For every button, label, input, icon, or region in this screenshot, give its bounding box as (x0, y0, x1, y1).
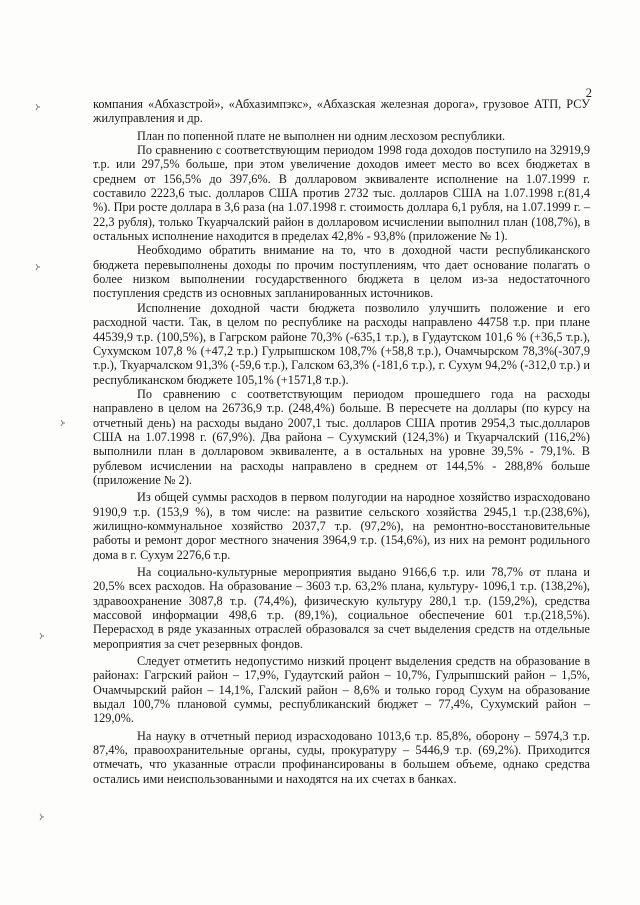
paragraph: Следует отметить недопустимо низкий процент выделения средств на образование в районах: Гагрский район – 17,9%, Гудаутский район – 10,7%, Гулрыпшский район – 1,5%, Очамчырский район – 14,1%, Галский район – 8,6% и только город Сухум на образование выдал 100,7% плановой суммы, республиканский бюджет – 77,4%, Сухумский район – 129,0%. (93, 654, 590, 726)
binder-mark (35, 263, 41, 271)
binder-mark (60, 419, 66, 427)
paragraph: На науку в отчетный период израсходовано 1013,6 т.р. 85,8%, оборону – 5974,3 т.р. 87,4%, правоохранительные органы, суды, прокуратуру – 5446,9 т.р. (69,2%). Приходится отмечать, что указанные отрасли профинансированы в большем объеме, однако средства остались ими неиспользованными и находятся на их счетах в банках. (93, 728, 590, 786)
binder-mark (39, 632, 45, 640)
paragraph: По сравнению с соответствующим периодом 1998 года доходов поступило на 32919,9 т.р. или 297,5% больше, при этом увеличение доходов имеет место во всех бюджетах в среднем от 156,5% до 397,6%. В долларовом эквиваленте исполнение на 1.07.1999 г. составило 2223,6 тыс. долларов США против 2732 тыс. долларов США на 1.07.1998 г.(81,4 %). При росте доллара в 3,6 раза (на 1.07.1998 г. стоимость доллара 6,1 рубля, на 1.07.1999 г. – 22,3 рубля), только Ткуарчалский район в долларовом исчислении выполнил план (108,7%), в остальных исполнение находится в пределах 42,8% - 93,8% (приложение № 1). (93, 143, 590, 244)
page-number: 2 (585, 86, 592, 100)
paragraph: По сравнению с соответствующим периодом прошедшего года на расходы направлено в целом на 26736,9 т.р. (248,4%) больше. В пересчете на доллары (по курсу на отчетный день) на расходы выдано 2007,1 тыс. долларов США против 2954,3 тыс.долларов США на 1.07.1998 г. (67,9%). Два района – Сухумский (124,3%) и Ткуарчалский (116,2%) выполнили план в долларовом эквиваленте, а в остальных на уровне 39,5% - 79,1%. В рублевом исчислении на расходы направлено в среднем от 144,5% - 288,8% больше (приложение № 2). (93, 386, 590, 487)
body-text (93, 97, 590, 786)
paragraph: Исполнение доходной части бюджета позволило улучшить положение и его расходной части. Так, в целом по республике на расходы направлено 44758 т.р. при плане 44539,9 т.р. (100,5%), в Гагрском районе 70,3% (-635,1 т.р.), в Гудаутском 101,6 % (+36,5 т.р.), Сухумском 107,8 % (+47,2 т.р.) Гулрыпшском 108,7% (+58,8 т.р.), Очамчырском 78,3%(-307,9 т.р.), Ткуарчалском 91,3% (-59,6 т.р.), Галском 63,3% (-181,6 т.р.), г. Сухум 94,2% (-312,0 т.р.) и республиканском бюджете 105,1% (+1571,8 т.р.). (93, 300, 590, 387)
paragraph: компания «Абхазстрой», «Абхазимпэкс», «Абхазская железная дорога», грузовое АТП, РСУ жилуправления и др. (93, 97, 590, 126)
paragraph: Необходимо обратить внимание на то, что в доходной части республиканского бюджета перевыполнены доходы по прочим поступлениям, что дает основание полагать о более низком выполнении государственного бюджета в целом из-за недостаточного поступления средств из основных запланированных источников. (93, 243, 590, 301)
binder-mark (35, 103, 41, 111)
paragraph: Из общей суммы расходов в первом полугодии на народное хозяйство израсходовано 9190,9 т.р. (153,9 %), в том числе: на развитие сельского хозяйства 2945,1 т.р.(238,6%), жилищно-коммунальное хозяйство 2037,7 т.р. (97,2%), на ремонтно-восстановительные работы и ремонт дорог местного значения 3964,9 т.р. (154,6%), из них на ремонт родильного дома в г. Сухум 2276,6 т.р. (93, 490, 590, 562)
binder-mark (39, 813, 45, 821)
paragraph: На социально-культурные мероприятия выдано 9166,6 т.р. или 78,7% от плана и 20,5% всех расходов. На образование – 3603 т.р. 63,2% плана, культуру- 1096,1 т.р. (138,2%), здравоохранение 3087,8 т.р. (74,4%), физическую культуру 280,1 т.р. (159,2%), средства массовой информации 498,6 т.р. (89,1%), социальное обеспечение 601 т.р.(218,5%). Перерасход в ряде указанных отраслей образовался за счет выделения средств на отдельные мероприятия за счет резервных фондов. (93, 565, 590, 651)
paragraph: План по попенной плате не выполнен ни одним лесхозом республики. (137, 128, 506, 143)
